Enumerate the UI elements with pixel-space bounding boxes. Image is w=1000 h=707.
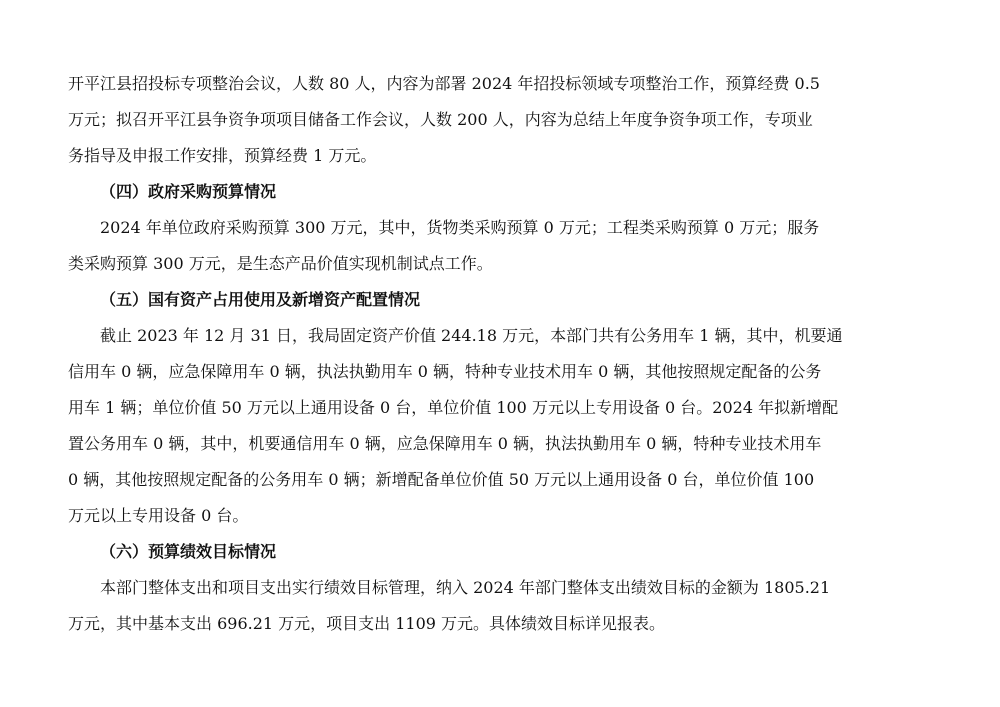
paragraph-line: 开平江县招投标专项整治会议，人数 80 人，内容为部署 2024 年招投标领域专项整治工作，预算经费 0.5 [68,74,820,93]
paragraph-line: 信用车 0 辆，应急保障用车 0 辆，执法执勤用车 0 辆，特种专业技术用车 0 辆，其他按照规定配备的公务 [68,362,822,381]
paragraph-line: 截止 2023 年 12 月 31 日，我局固定资产价值 244.18 万元，本部门共有公务用车 1 辆，其中，机要通 [100,326,843,345]
paragraph-line: 务指导及申报工作安排，预算经费 1 万元。 [68,146,377,165]
paragraph-line: 用车 1 辆；单位价值 50 万元以上通用设备 0 台，单位价值 100 万元以上专用设备 0 台。2024 年拟新增配 [68,398,839,417]
paragraph-line: 2024 年单位政府采购预算 300 万元，其中，货物类采购预算 0 万元；工程类采购预算 0 万元；服务 [100,218,820,237]
paragraph-line: 万元以上专用设备 0 台。 [68,506,249,525]
paragraph-line: 本部门整体支出和项目支出实行绩效目标管理，纳入 2024 年部门整体支出绩效目标的金额为 1805.21 [100,578,831,597]
section-heading-state-assets: （五）国有资产占用使用及新增资产配置情况 [100,290,421,309]
paragraph-line: 0 辆，其他按照规定配备的公务用车 0 辆；新增配备单位价值 50 万元以上通用设备 0 台，单位价值 100 [68,470,815,489]
paragraph-line: 万元，其中基本支出 696.21 万元，项目支出 1109 万元。具体绩效目标详见报表。 [68,614,666,633]
section-heading-performance-targets: （六）预算绩效目标情况 [100,542,277,561]
section-heading-government-procurement: （四）政府采购预算情况 [100,182,277,201]
paragraph-line: 置公务用车 0 辆，其中，机要通信用车 0 辆，应急保障用车 0 辆，执法执勤用车 0 辆，特种专业技术用车 [68,434,822,453]
paragraph-line: 类采购预算 300 万元，是生态产品价值实现机制试点工作。 [68,254,493,273]
paragraph-line: 万元；拟召开平江县争资争项项目储备工作会议，人数 200 人，内容为总结上年度争资争项工作，专项业 [68,110,813,129]
